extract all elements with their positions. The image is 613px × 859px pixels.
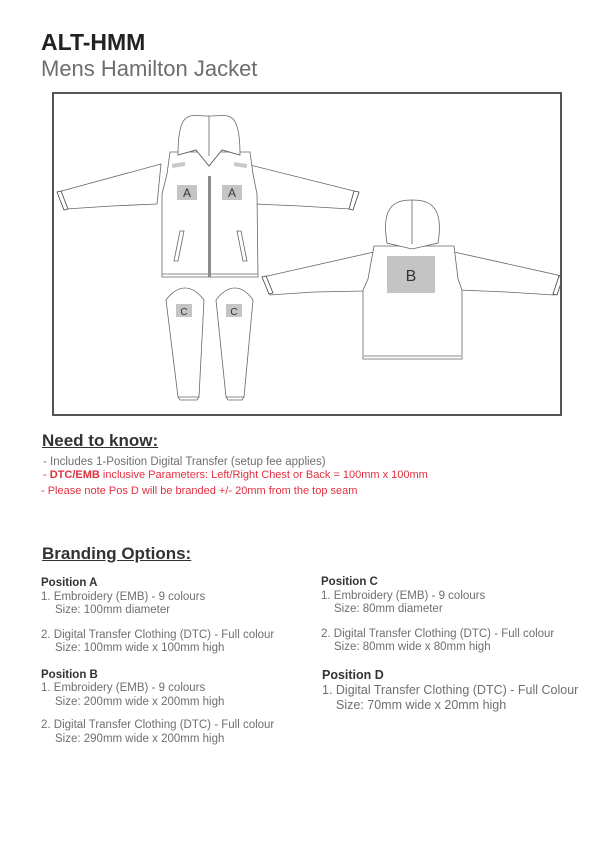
position-c-option-2-method: 2. Digital Transfer Clothing (DTC) - Full colour xyxy=(321,628,555,640)
position-d-option-1-method: 1. Digital Transfer Clothing (DTC) - Full Colour xyxy=(322,683,579,697)
line-2-rest: inclusive Parameters: Left/Right Chest or Back = 100mm x 100mm xyxy=(99,469,428,481)
branding-label-b: B xyxy=(405,268,417,285)
need-to-know-line-1: - Includes 1-Position Digital Transfer (setup fee applies) xyxy=(43,456,326,468)
branding-label-c-left: C xyxy=(180,307,188,318)
position-c-option-2-size: Size: 80mm wide x 80mm high xyxy=(334,641,491,653)
product-name: Mens Hamilton Jacket xyxy=(41,56,258,81)
position-c-option-1-method: 1. Embroidery (EMB) - 9 colours xyxy=(321,590,486,602)
product-code: ALT-HMM xyxy=(41,29,146,55)
branding-label-a-right: A xyxy=(227,186,237,200)
position-c-title: Position C xyxy=(321,576,378,588)
branding-label-c-right: C xyxy=(230,307,238,318)
need-to-know-line-3: - Please note Pos D will be branded +/- 20mm from the top seam xyxy=(41,485,358,497)
branding-options-heading: Branding Options: xyxy=(42,544,192,563)
position-a-option-2-method: 2. Digital Transfer Clothing (DTC) - Full colour xyxy=(41,629,275,641)
position-c-option-1-size: Size: 80mm diameter xyxy=(334,603,443,615)
front-zip xyxy=(208,176,211,277)
need-to-know-line-2 xyxy=(43,469,428,481)
position-a-option-2-size: Size: 100mm wide x 100mm high xyxy=(55,642,225,654)
position-a-option-1-method: 1. Embroidery (EMB) - 9 colours xyxy=(41,591,206,603)
front-right-sleeve xyxy=(246,164,358,209)
back-hood xyxy=(385,200,439,249)
front-left-sleeve xyxy=(58,164,161,209)
position-b-option-1-method: 1. Embroidery (EMB) - 9 colours xyxy=(41,682,206,694)
position-b-option-1-size: Size: 200mm wide x 200mm high xyxy=(55,696,225,708)
position-b-option-2-size: Size: 290mm wide x 200mm high xyxy=(55,733,225,745)
position-d-option-1-size: Size: 70mm wide x 20mm high xyxy=(336,698,507,712)
jacket-illustration xyxy=(54,94,560,414)
position-a-option-1-size: Size: 100mm diameter xyxy=(55,604,171,616)
position-d-title: Position D xyxy=(322,668,384,682)
position-b-option-2-method: 2. Digital Transfer Clothing (DTC) - Full colour xyxy=(41,719,275,731)
garment-diagram xyxy=(52,92,562,416)
need-to-know-heading: Need to know: xyxy=(42,431,159,450)
line-2-prefix: - xyxy=(43,469,50,481)
line-2-bold: DTC/EMB xyxy=(49,469,100,481)
branding-label-a-left: A xyxy=(182,186,192,200)
position-b-title: Position B xyxy=(41,669,98,681)
back-right-sleeve xyxy=(454,252,560,295)
back-left-sleeve xyxy=(263,252,374,295)
position-a-title: Position A xyxy=(41,577,98,589)
